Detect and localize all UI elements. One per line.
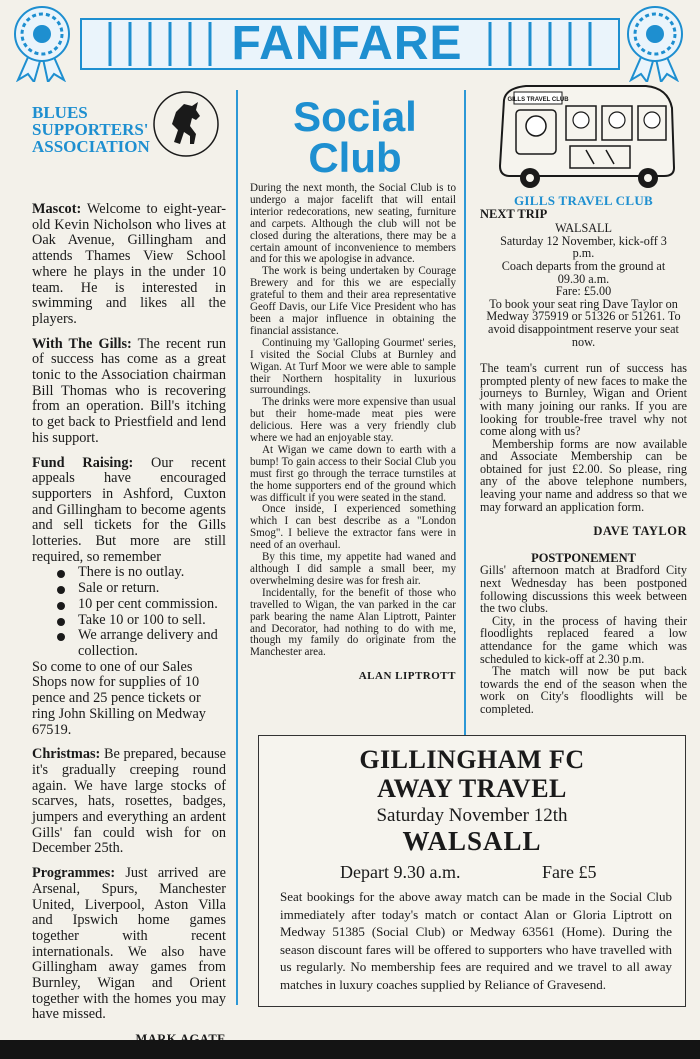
social-title-line: Club bbox=[308, 134, 402, 181]
programmes-paragraph bbox=[32, 866, 226, 1023]
gills-text: The recent run of success has come as a great tonic to the Association chairman Bill Thomas who is recovering from an operation. Bill's itching to get back to Priestfield and lend his support. bbox=[32, 335, 226, 446]
trip-departure: Coach departs from the ground at 09.30 a.m. bbox=[501, 258, 666, 286]
travel-club-title: GILLS TRAVEL CLUB bbox=[513, 193, 653, 208]
next-trip-heading: NEXT TRIP bbox=[480, 206, 548, 221]
byline-dave-taylor: DAVE TAYLOR bbox=[593, 524, 687, 539]
banner-title: FANFARE bbox=[231, 17, 463, 70]
article-paragraph: During the next month, the Social Club is to undergo a major facelift that will entail interior redecorations, new seating, furniture and carpets. Although the club will not be closed during the alterations, there may be a certain amount of inconvenience to members and for this we apologise in advance. bbox=[250, 182, 456, 266]
fund-paragraph bbox=[32, 456, 226, 566]
bsa-title-line: ASSOCIATION bbox=[32, 137, 150, 156]
advert-body: Seat bookings for the above away match can be made in the Social Club immediately after today's match or contact Alan or Gloria Liptrott on Medway 51385 (Social Club) or Medway 63561 (Home). During the season discount fares will be offered to supporters who have travelled with us regularly. No membership fees are required and we travel to all away matches in luxury coaches supplied by Reliance of Gravesend. bbox=[280, 889, 672, 992]
bus-destination-sign: GILLS TRAVEL CLUB bbox=[507, 97, 569, 103]
programmes-heading: Programmes: bbox=[32, 865, 116, 882]
postponement-paragraph: Gills' afternoon match at Bradford City next Wednesday has been postponed following discussions this week between the two clubs. bbox=[480, 563, 687, 616]
list-item: 10 per cent commission. bbox=[32, 597, 226, 613]
social-club-article bbox=[250, 183, 456, 683]
trip-fare: Fare: £5.00 bbox=[555, 284, 612, 299]
article-paragraph: Incidentally, for the benefit of those who travelled to Wigan, the van parked in the car park bearing the name Alan Liptrott, Painter and Decorator, had nothing to do with me, though my family do originate from the Manchester area. bbox=[250, 586, 456, 659]
fund-bullet-list bbox=[32, 565, 226, 659]
list-item: Sale or return. bbox=[32, 581, 226, 597]
advert-date: Saturday November 12th bbox=[376, 805, 568, 826]
advert-depart-time: Depart 9.30 a.m. bbox=[340, 862, 461, 882]
article-paragraph: At Wigan we came down to earth with a bump! To gain access to their Social Club you must first go through the terrace turnstiles at the home supporters end of the ground which was difficult if you were seated in the stand. bbox=[250, 443, 456, 504]
list-item: Take 10 or 100 to sell. bbox=[32, 613, 226, 629]
article-paragraph: Once inside, I experienced something which I can best describe as a "London Smog". I believe the extractor fans were in need of an overhaul. bbox=[250, 503, 456, 552]
bsa-title-line: BLUES bbox=[32, 103, 88, 122]
fund-heading: Fund Raising: bbox=[32, 454, 134, 471]
postponement-paragraph: The match will now be put back towards the end of the season when the work on City's floodlights will be completed. bbox=[480, 664, 687, 716]
mascot-paragraph bbox=[32, 202, 226, 328]
christmas-heading: Christmas: bbox=[32, 746, 101, 763]
bottom-edge-band bbox=[0, 1040, 700, 1059]
travel-paragraph: The team's current run of success has prompted plenty of new faces to make the journeys to Burnley, Wigan and Orient with many joining our ranks. If you are looking for trouble-free travel why not come along with us? bbox=[480, 361, 687, 439]
article-paragraph: By this time, my appetite had waned and although I did sample a small beer, my overwhelming desire was for fresh air. bbox=[250, 551, 456, 587]
programmes-text: Just arrived are Arsenal, Spurs, Manchester United, Liverpool, Aston Villa and Ipswich home games together with recent internationals. We also have Gillingham away games from Burnley, Wigan and Orient together with the homes you may have missed. bbox=[32, 865, 226, 1023]
christmas-text: Be prepared, because it's gradually creeping round again. We have large stocks of scarves, hats, rosettes, badges, jumpers and everything an ardent Gills' fan could wish for on December 25th. bbox=[32, 746, 227, 857]
bsa-title-line: SUPPORTERS' bbox=[32, 120, 149, 139]
gills-paragraph bbox=[32, 337, 226, 447]
rosette-left-icon bbox=[2, 4, 82, 82]
rosette-right-icon bbox=[615, 4, 695, 82]
article-paragraph: The work is being undertaken by Courage Brewery and for this we are especially grateful to them and their area representative Geoff Davis, our Life Vice President who has been a major influence in obtaining the financial assistance. bbox=[250, 265, 456, 337]
travel-paragraph: Membership forms are now available and Associate Membership can be obtained for just £2.00. So please, ring any of the above telephone numbers, leaving your name and address so that we may forward an application form. bbox=[480, 436, 687, 514]
trip-venue: WALSALL bbox=[555, 221, 612, 236]
article-paragraph: The drinks were more expensive than usual but their home-made meat pies were delicious. Here was a very friendly club where we had an enjoyable stay. bbox=[250, 396, 456, 445]
advert-title bbox=[258, 745, 686, 803]
bsa-article bbox=[32, 202, 226, 1048]
advert-title-line: GILLINGHAM FC bbox=[359, 745, 585, 774]
mascot-text: Welcome to eight-year-old Kevin Nicholson who lives at Oak Avenue, Gillingham and attends Thames View School where he plays in the under 10 team. He is interested in swimming and likes all the players. bbox=[32, 201, 226, 327]
advert-fare: Fare £5 bbox=[542, 862, 597, 882]
list-item: We arrange delivery and collection. bbox=[32, 628, 226, 659]
social-club-title bbox=[250, 93, 460, 181]
list-item: There is no outlay. bbox=[32, 565, 226, 581]
horse-emblem-icon bbox=[152, 90, 220, 158]
christmas-paragraph bbox=[32, 747, 226, 857]
travel-club-article bbox=[480, 195, 687, 716]
advert-venue: WALSALL bbox=[402, 826, 542, 856]
postponement-paragraph: City, in the process of having their floodlights replaced feared a low attendance for the game which was scheduled to kick-off at 2.30 p.m. bbox=[480, 613, 687, 666]
gills-heading: With The Gills: bbox=[32, 335, 132, 352]
coach-bus-icon bbox=[486, 80, 682, 190]
fund-text: Our recent appeals have encouraged supporters in Ashford, Cuxton and Gillingham to become agents and sell tickets for the Gills lotteries. But more are still required, so remember bbox=[32, 454, 226, 565]
mascot-heading: Mascot: bbox=[32, 201, 82, 217]
fund-after-text: So come to one of our Sales Shops now for supplies of 10 pence and 25 pence tickets or ring John Skilling on Medway 67519. bbox=[32, 658, 206, 738]
social-title-line: Social bbox=[293, 93, 417, 140]
postponement-heading: POSTPONEMENT bbox=[531, 550, 636, 565]
trip-date: Saturday 12 November, kick-off 3 p.m. bbox=[500, 233, 667, 261]
column-rule-left bbox=[236, 90, 238, 1005]
article-paragraph: Continuing my 'Galloping Gourmet' series, I visited the Social Clubs at Burnley and Wigan. At Turf Moor we were able to sample their Northern hospitality in luxurious surroundings. bbox=[250, 336, 456, 397]
byline-alan-liptrott: ALAN LIPTROTT bbox=[358, 670, 456, 683]
column-rule-right bbox=[464, 90, 466, 735]
advert-title-line: AWAY TRAVEL bbox=[377, 774, 567, 803]
trip-booking: To book your seat ring Dave Taylor on Medway 375919 or 51326 or 51261. To avoid disappointment reserve your seat now. bbox=[486, 296, 681, 349]
